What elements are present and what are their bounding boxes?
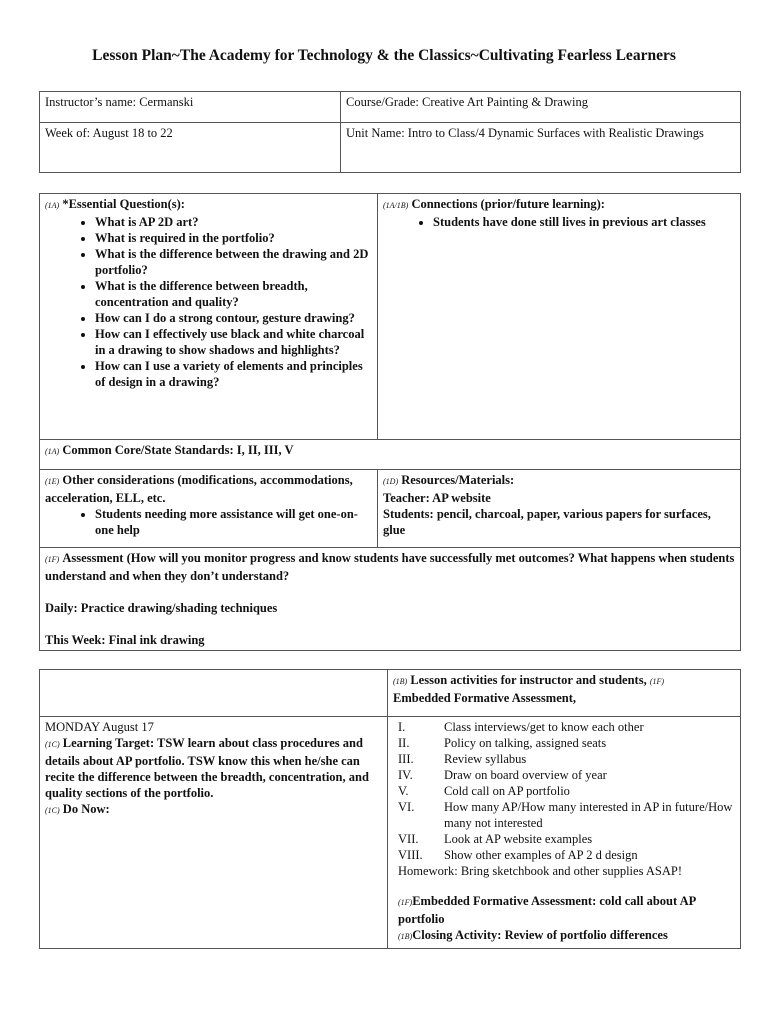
list-item: VIII. Show other examples of AP 2 d design bbox=[398, 848, 638, 862]
list-item: • How can I do a strong contour, gesture drawing? bbox=[95, 310, 372, 326]
essential-code: (1A) bbox=[45, 201, 60, 210]
activities-code-1b: (1B) bbox=[393, 677, 408, 686]
list-item: V. Cold call on AP portfolio bbox=[398, 784, 570, 798]
closing-activity: Closing Activity: Review of portfolio differences bbox=[412, 928, 668, 942]
connections-cell bbox=[378, 194, 741, 440]
page-title: Lesson Plan~The Academy for Technology & the Classics~Cultivating Fearless Learners bbox=[92, 47, 676, 64]
list-item: • How can I use a variety of elements and principles of design in a drawing? bbox=[95, 358, 372, 390]
standards-code: (1A) bbox=[45, 447, 60, 456]
resources-cell bbox=[378, 470, 741, 548]
list-item: VII. Look at AP website examples bbox=[398, 832, 593, 846]
activities-header-cell bbox=[388, 670, 741, 717]
list-item: I. Class interviews/get to know each other bbox=[398, 720, 644, 734]
essential-label: *Essential Question(s): bbox=[62, 197, 185, 211]
learning-target: Learning Target: TSW learn about class procedures and details about AP portfolio. TSW know this when he/she can recite the difference between the breadth, concentration, and quality sections of the portfolio. bbox=[45, 736, 369, 800]
instructor-cell: Instructor’s name: Cermanski bbox=[40, 92, 341, 123]
closing-code: (1B) bbox=[398, 932, 413, 941]
list-item: • Students have done still lives in previous art classes bbox=[433, 214, 735, 230]
other-list bbox=[45, 506, 372, 538]
standards-cell bbox=[40, 440, 741, 470]
connections-label: Connections (prior/future learning): bbox=[411, 197, 605, 211]
course-cell: Course/Grade: Creative Art Painting & Drawing bbox=[341, 92, 741, 123]
essential-questions-cell bbox=[40, 194, 378, 440]
activities-list bbox=[398, 719, 735, 863]
standards-text: Common Core/State Standards: I, II, III, V bbox=[62, 443, 294, 457]
assessment-week: This Week: Final ink drawing bbox=[45, 633, 205, 647]
do-now: Do Now: bbox=[62, 802, 110, 816]
resources-students: Students: pencil, charcoal, paper, various papers for surfaces, glue bbox=[383, 507, 711, 537]
planning-table bbox=[39, 193, 741, 651]
list-item: • What is required in the portfolio? bbox=[95, 230, 372, 246]
list-item: • Students needing more assistance will get one-on-one help bbox=[95, 506, 372, 538]
header-table bbox=[39, 91, 741, 173]
homework: Homework: Bring sketchbook and other supplies ASAP! bbox=[398, 864, 683, 878]
list-item: IV. Draw on board overview of year bbox=[398, 768, 607, 782]
assessment-label: Assessment (How will you monitor progress and know students have successfully met outcomes? What happens when students understand and when they don’t understand? bbox=[45, 551, 735, 583]
other-code: (1E) bbox=[45, 477, 60, 486]
efa-code: (1F) bbox=[398, 898, 413, 907]
embedded-formative-assessment: Embedded Formative Assessment: cold call about AP portfolio bbox=[398, 894, 696, 926]
list-item: III. Review syllabus bbox=[398, 752, 527, 766]
empty-header-cell bbox=[40, 670, 388, 717]
resources-code: (1D) bbox=[383, 477, 399, 486]
donow-code: (1C) bbox=[45, 806, 60, 815]
connections-list bbox=[383, 214, 735, 230]
activities-header-text: Lesson activities for instructor and students, bbox=[410, 673, 647, 687]
essential-list bbox=[45, 214, 372, 390]
activities-code-1f: (1F) bbox=[649, 677, 665, 686]
efa-header-text: Embedded Formative Assessment, bbox=[393, 691, 576, 705]
unit-cell: Unit Name: Intro to Class/4 Dynamic Surfaces with Realistic Drawings bbox=[341, 123, 741, 173]
list-item: • What is the difference between the drawing and 2D portfolio? bbox=[95, 246, 372, 278]
list-item: • How can I effectively use black and white charcoal in a drawing to show shadows and highlights? bbox=[95, 326, 372, 358]
week-cell: Week of: August 18 to 22 bbox=[40, 123, 341, 173]
list-item: • What is the difference between breadth, concentration and quality? bbox=[95, 278, 372, 310]
resources-label: Resources/Materials: bbox=[401, 473, 515, 487]
connections-code: (1A/1B) bbox=[383, 201, 409, 210]
daily-plan-table bbox=[39, 669, 741, 949]
list-item: VI. How many AP/How many interested in AP in future/How many not interested bbox=[398, 800, 733, 830]
monday-activities-cell bbox=[388, 717, 741, 949]
assessment-code: (1F) bbox=[45, 555, 60, 564]
assessment-daily: Daily: Practice drawing/shading techniques bbox=[45, 601, 278, 615]
target-code: (1C) bbox=[45, 740, 60, 749]
assessment-cell bbox=[40, 548, 741, 651]
other-considerations-cell bbox=[40, 470, 378, 548]
monday-cell bbox=[40, 717, 388, 949]
list-item: II. Policy on talking, assigned seats bbox=[398, 736, 607, 750]
resources-teacher: Teacher: AP website bbox=[383, 491, 491, 505]
other-label: Other considerations (modifications, accommodations, acceleration, ELL, etc. bbox=[45, 473, 353, 505]
list-item: • What is AP 2D art? bbox=[95, 214, 372, 230]
monday-day: MONDAY August 17 bbox=[45, 720, 154, 734]
